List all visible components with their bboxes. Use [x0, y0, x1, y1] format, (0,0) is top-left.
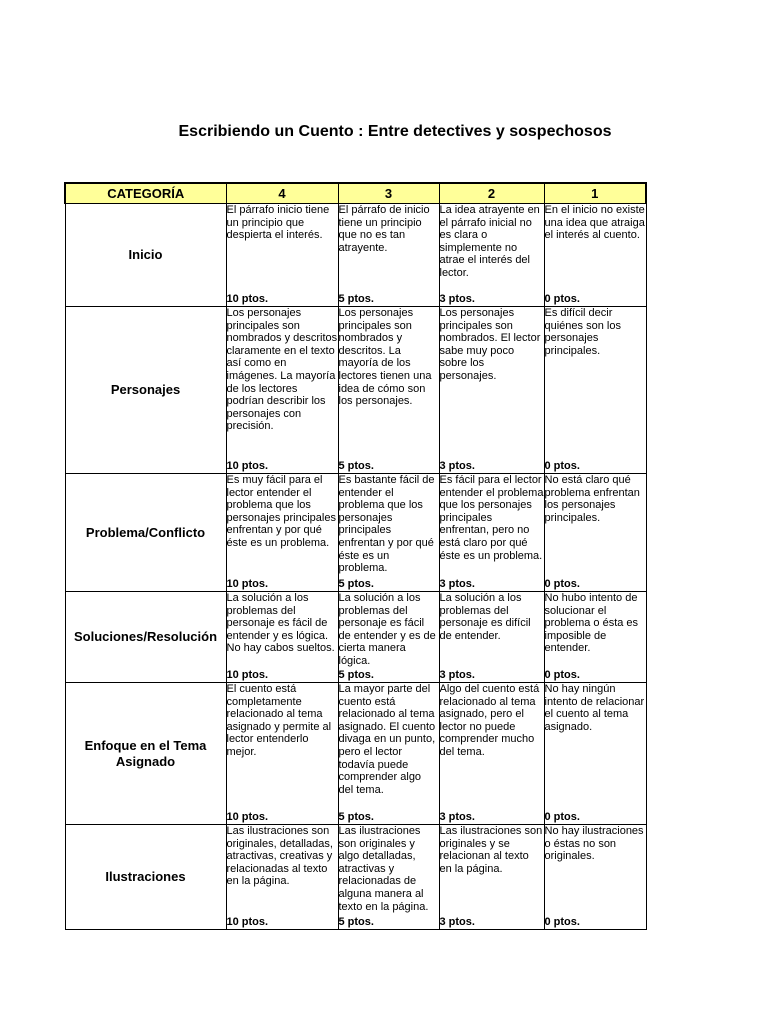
criterion-text: Las ilustraciones son originales, detalladas, atractivas, creativas y relacionadas al texto en la página. — [226, 825, 333, 888]
criterion-cell — [544, 204, 646, 307]
points-label: 3 ptos. — [439, 293, 475, 306]
category-cell: Ilustraciones — [65, 825, 226, 930]
criterion-cell — [226, 825, 338, 930]
points-label: 5 ptos. — [338, 811, 374, 824]
criterion-cell — [439, 307, 544, 474]
header-level-2: 2 — [439, 183, 544, 204]
criterion-cell — [439, 592, 544, 683]
points-label: 5 ptos. — [338, 460, 374, 473]
points-label: 5 ptos. — [338, 578, 374, 591]
points-label: 3 ptos. — [439, 669, 475, 682]
points-label: 3 ptos. — [439, 578, 475, 591]
points-label: 3 ptos. — [439, 811, 475, 824]
criterion-text: No está claro qué problema enfrentan los personajes principales. — [544, 474, 640, 524]
criterion-cell — [338, 474, 439, 592]
criterion-cell — [338, 204, 439, 307]
points-label: 0 ptos. — [544, 460, 580, 473]
criterion-cell — [439, 204, 544, 307]
criterion-cell — [439, 474, 544, 592]
criterion-cell — [338, 307, 439, 474]
criterion-cell — [544, 592, 646, 683]
criterion-text: Los personajes principales son nombrados y descritos. La mayoría de los lectores tienen una idea de cómo son los personajes. — [338, 307, 432, 408]
points-label: 5 ptos. — [338, 669, 374, 682]
criterion-text: Es difícil decir quiénes son los personajes principales. — [544, 307, 621, 357]
points-label: 10 ptos. — [226, 578, 269, 591]
points-label: 0 ptos. — [544, 293, 580, 306]
category-cell: Problema/Conflicto — [65, 474, 226, 592]
points-label: 0 ptos. — [544, 669, 580, 682]
points-label: 0 ptos. — [544, 811, 580, 824]
rubric-table — [64, 182, 647, 930]
points-label: 10 ptos. — [226, 669, 269, 682]
criterion-text: Algo del cuento está relacionado al tema asignado, pero el lector no puede comprender mucho del tema. — [439, 683, 540, 758]
points-label: 10 ptos. — [226, 811, 269, 824]
criterion-cell — [226, 592, 338, 683]
table-row — [65, 474, 646, 592]
criterion-cell — [338, 683, 439, 825]
criterion-text: Las ilustraciones son originales y se relacionan al texto en la página. — [439, 825, 543, 875]
points-label: 10 ptos. — [226, 460, 269, 473]
criterion-text: El párrafo de inicio tiene un principio que no es tan atrayente. — [338, 204, 430, 254]
criterion-text: La solución a los problemas del personaje es fácil de entender y es lógica. No hay cabos sueltos. — [226, 592, 335, 655]
points-label: 5 ptos. — [338, 916, 374, 929]
criterion-text: Es bastante fácil de entender el problema que los personajes principales enfrentan y por qué éste es un problema. — [338, 474, 435, 575]
table-row — [65, 592, 646, 683]
criterion-cell — [439, 825, 544, 930]
criterion-text: El párrafo inicio tiene un principio que despierta el interés. — [226, 204, 330, 242]
table-row — [65, 307, 646, 474]
criterion-cell — [226, 307, 338, 474]
points-label: 5 ptos. — [338, 293, 374, 306]
criterion-text: La mayor parte del cuento está relacionado al tema asignado. El cuento divaga en un punto, pero el lector todavía puede comprender algo del tema. — [338, 683, 436, 796]
header-row — [65, 183, 646, 204]
category-cell: Personajes — [65, 307, 226, 474]
criterion-text: Es fácil para el lector entender el problema que los personajes principales enfrentan, pero no está claro por qué éste es un problema. — [439, 474, 544, 562]
criterion-text: Las ilustraciones son originales y algo detalladas, atractivas y relacionadas de alguna manera al texto en la página. — [338, 825, 429, 913]
criterion-text: El cuento está completamente relacionado al tema asignado y permite al lector entenderlo mejor. — [226, 683, 332, 758]
criterion-text: Los personajes principales son nombrados. El lector sabe muy poco sobre los personajes. — [439, 307, 541, 382]
table-row — [65, 204, 646, 307]
header-level-4: 4 — [226, 183, 338, 204]
criterion-cell — [226, 204, 338, 307]
criterion-cell — [544, 474, 646, 592]
header-category: CATEGORÍA — [65, 183, 226, 204]
category-cell: Soluciones/Resolución — [65, 592, 226, 683]
category-cell: Enfoque en el Tema Asignado — [65, 683, 226, 825]
criterion-text: No hay ningún intento de relacionar el cuento al tema asignado. — [544, 683, 645, 733]
criterion-cell — [544, 307, 646, 474]
criterion-cell — [338, 825, 439, 930]
criterion-text: No hubo intento de solucionar el problema o ésta es imposible de entender. — [544, 592, 639, 655]
criterion-cell — [226, 683, 338, 825]
criterion-text: La idea atrayente en el párrafo inicial no es clara o simplemente no atrae el interés del lector. — [439, 204, 540, 279]
header-level-3: 3 — [338, 183, 439, 204]
points-label: 3 ptos. — [439, 916, 475, 929]
criterion-cell — [338, 592, 439, 683]
points-label: 10 ptos. — [226, 293, 269, 306]
points-label: 3 ptos. — [439, 460, 475, 473]
header-level-1: 1 — [544, 183, 646, 204]
criterion-cell — [439, 683, 544, 825]
points-label: 0 ptos. — [544, 578, 580, 591]
criterion-text: Los personajes principales son nombrados y descritos claramente en el texto así como en imágenes. La mayoría de los lectores podrían describir los personajes con precisión. — [226, 307, 338, 433]
criterion-text: La solución a los problemas del personaje es difícil de entender. — [439, 592, 531, 642]
table-row — [65, 825, 646, 930]
criterion-text: No hay ilustraciones o éstas no son originales. — [544, 825, 644, 863]
table-row — [65, 683, 646, 825]
document-title: Escribiendo un Cuento : Entre detectives y sospechosos — [178, 123, 612, 140]
criterion-cell — [544, 683, 646, 825]
points-label: 0 ptos. — [544, 916, 580, 929]
criterion-cell — [226, 474, 338, 592]
criterion-text: En el inicio no existe una idea que atraiga el interés al cuento. — [544, 204, 645, 242]
criterion-text: Es muy fácil para el lector entender el problema que los personajes principales enfrentan y por qué éste es un problema. — [226, 474, 336, 549]
criterion-cell — [544, 825, 646, 930]
criterion-text: La solución a los problemas del personaje es fácil de entender y es de cierta manera lógica. — [338, 592, 436, 667]
points-label: 10 ptos. — [226, 916, 269, 929]
category-cell: Inicio — [65, 204, 226, 307]
